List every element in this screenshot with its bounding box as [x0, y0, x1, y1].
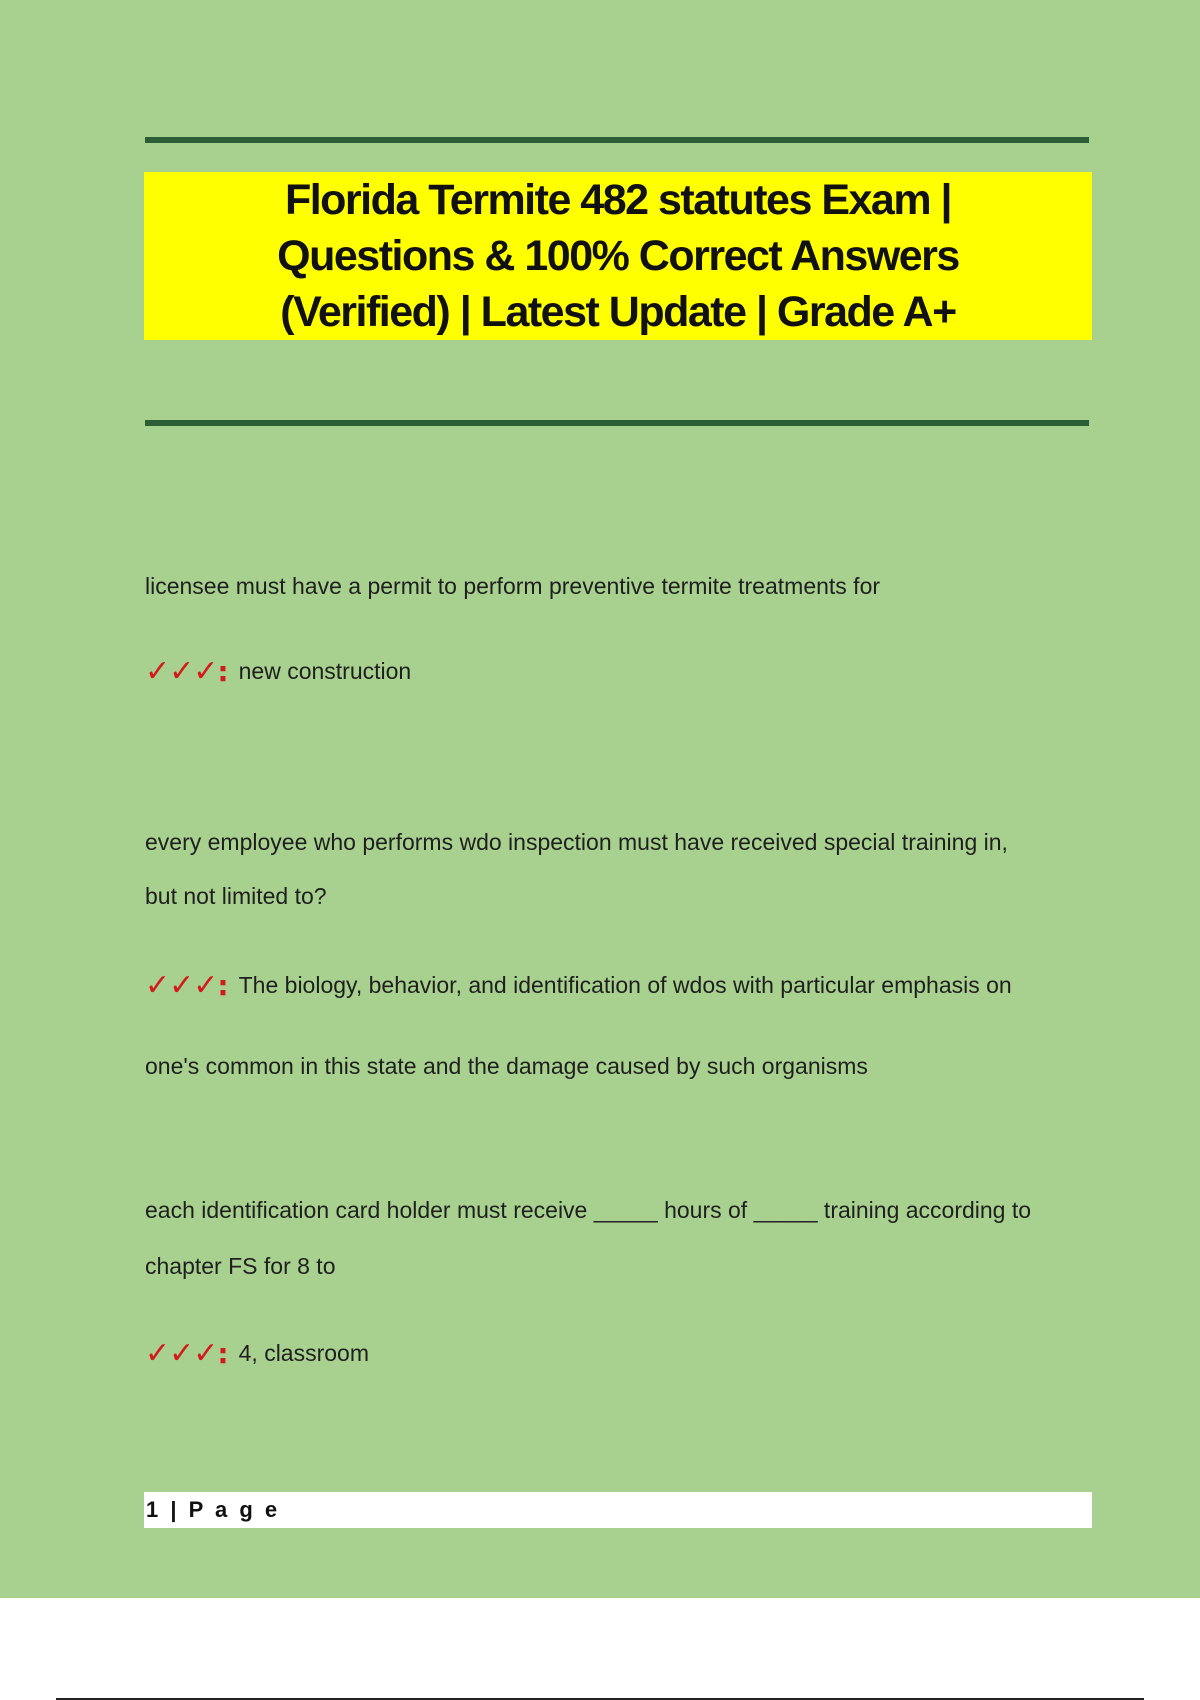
page-footer — [144, 1492, 1092, 1528]
question-text: licensee must have a permit to perform preventive termite treatments for — [145, 573, 881, 599]
answer-colon: : — [217, 655, 229, 688]
answer-line — [145, 654, 1085, 689]
check-marks-icon: ✓✓✓ — [145, 654, 218, 689]
title-line: Questions & 100% Correct Answers — [277, 232, 959, 280]
answer-text: 4, classroom — [238, 1340, 369, 1366]
answer-colon: : — [217, 1337, 229, 1370]
title-banner — [144, 172, 1092, 340]
answer-text-continued: one's common in this state and the damage caused by such organisms — [145, 1053, 868, 1079]
question-text: each identification card holder must receive _____ hours of _____ training according to — [145, 1197, 1032, 1223]
document-title — [188, 172, 1048, 340]
top-divider — [145, 137, 1089, 143]
title-line: Florida Termite 482 statutes Exam | — [284, 176, 952, 224]
answer-colon: : — [217, 969, 229, 1002]
answer-text: new construction — [238, 658, 412, 684]
check-marks-icon: ✓✓✓ — [145, 1336, 218, 1371]
question-text: every employee who performs wdo inspection must have received special training in, — [145, 829, 1008, 855]
check-marks-icon: ✓✓✓ — [145, 968, 218, 1003]
question-text: chapter FS for 8 to — [145, 1253, 336, 1279]
answer-line — [145, 968, 1085, 1003]
bottom-divider — [145, 420, 1089, 426]
title-line: (Verified) | Latest Update | Grade A+ — [280, 288, 956, 336]
answer-line — [145, 1336, 1085, 1371]
question-text: but not limited to? — [145, 883, 327, 909]
page-number: 1 | P a g e — [146, 1497, 281, 1522]
answer-text: The biology, behavior, and identification of wdos with particular emphasis on — [238, 972, 1012, 998]
